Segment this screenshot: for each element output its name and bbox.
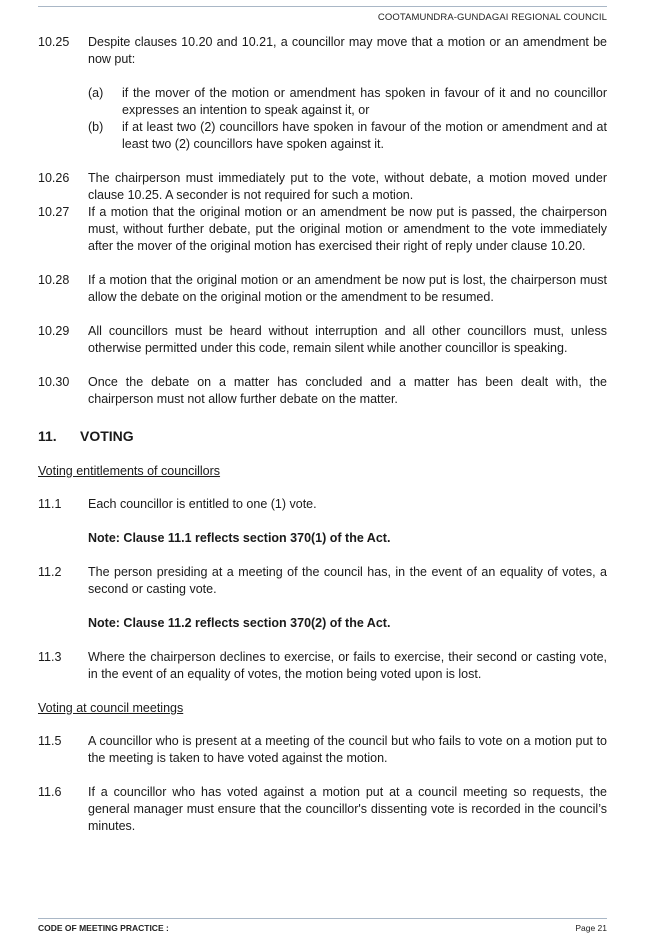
section-heading [38, 428, 607, 445]
clause-subitems [88, 85, 607, 153]
clause-number: 10.28 [38, 273, 70, 287]
header-org-name: COOTAMUNDRA-GUNDAGAI REGIONAL COUNCIL [377, 12, 607, 23]
clause-text: If a councillor who has voted against a motion put at a council meeting so requests, the general manager must ensure that the councillor's dissenting vote is recorded in the council’s minutes. [88, 785, 607, 833]
section-number: 11. [38, 428, 57, 444]
clause-number: 10.27 [38, 205, 70, 219]
clause-number: 11.5 [38, 734, 62, 748]
subitem-label: (a) [88, 86, 104, 100]
subitem-label: (b) [88, 120, 104, 134]
clause-number: 10.26 [38, 171, 70, 185]
clause-number: 10.29 [38, 324, 70, 338]
clause-text: Where the chairperson declines to exercise, or fails to exercise, their second or casting vote, in the event of an equality of votes, the motion being voted upon is lost. [88, 650, 607, 681]
clause-11-5 [38, 733, 607, 767]
subitem-b [88, 119, 607, 153]
subitem-text: if the mover of the motion or amendment has spoken in favour of it and no councillor expresses an intention to speak against it, or [122, 86, 607, 117]
clause-text: The chairperson must immediately put to the vote, without debate, a motion moved under clause 10.25. A seconder is not required for such a motion. [88, 171, 607, 202]
subitem-a [88, 85, 607, 119]
clause-11-3 [38, 649, 607, 683]
clause-11-1 [38, 496, 607, 513]
clause-text: Each councillor is entitled to one (1) vote. [88, 497, 317, 511]
header-rule [38, 6, 607, 7]
clause-11-2 [38, 564, 607, 598]
section-title: VOTING [80, 428, 134, 444]
note-11-2: Note: Clause 11.2 reflects section 370(2) of the Act. [88, 616, 391, 630]
clause-text: All councillors must be heard without interruption and all other councillors must, unless otherwise permitted under this code, remain silent while another councillor is speaking. [88, 324, 607, 355]
clause-10-27 [38, 204, 607, 255]
clause-number: 10.30 [38, 375, 70, 389]
clause-number: 11.1 [38, 497, 62, 511]
clause-number: 11.2 [38, 565, 62, 579]
clause-body [88, 34, 607, 153]
clause-text: If a motion that the original motion or an amendment be now put is lost, the chairperson must allow the debate on the original motion or the amendment to be resumed. [88, 273, 607, 304]
subheading-voting-entitlements: Voting entitlements of councillors [38, 464, 221, 478]
clause-number: 10.25 [38, 35, 70, 49]
clause-text: Once the debate on a matter has concluded and a matter has been dealt with, the chairperson must not allow further debate on the matter. [88, 375, 607, 406]
footer-rule [38, 918, 607, 919]
clause-11-6 [38, 784, 607, 835]
clause-10-25 [38, 34, 607, 153]
clause-10-28 [38, 272, 607, 306]
clause-10-29 [38, 323, 607, 357]
subheading-voting-at-meetings: Voting at council meetings [38, 701, 184, 715]
clause-number: 11.3 [38, 650, 62, 664]
subitem-text: if at least two (2) councillors have spoken in favour of the motion or amendment and at least two (2) councillors have spoken against it. [122, 120, 607, 151]
footer-document-title: CODE OF MEETING PRACTICE : [38, 923, 169, 933]
clause-10-26 [38, 170, 607, 204]
note-11-1: Note: Clause 11.1 reflects section 370(1) of the Act. [88, 531, 391, 545]
clause-text: If a motion that the original motion or an amendment be now put is passed, the chairperson must, without further debate, put the original motion or amendment to the vote immediately after the mover of the original motion has exercised their right of reply under clause 10.20. [88, 205, 607, 253]
footer-page-number: Page 21 [575, 923, 607, 933]
clause-10-30 [38, 374, 607, 408]
clause-text: The person presiding at a meeting of the council has, in the event of an equality of votes, a second or casting vote. [88, 565, 607, 596]
clause-text: A councillor who is present at a meeting of the council but who fails to vote on a motion put to the meeting is taken to have voted against the motion. [88, 734, 607, 765]
clause-number: 11.6 [38, 785, 62, 799]
clause-text: Despite clauses 10.20 and 10.21, a councillor may move that a motion or an amendment be now put: [88, 35, 607, 66]
page-content [38, 34, 607, 852]
